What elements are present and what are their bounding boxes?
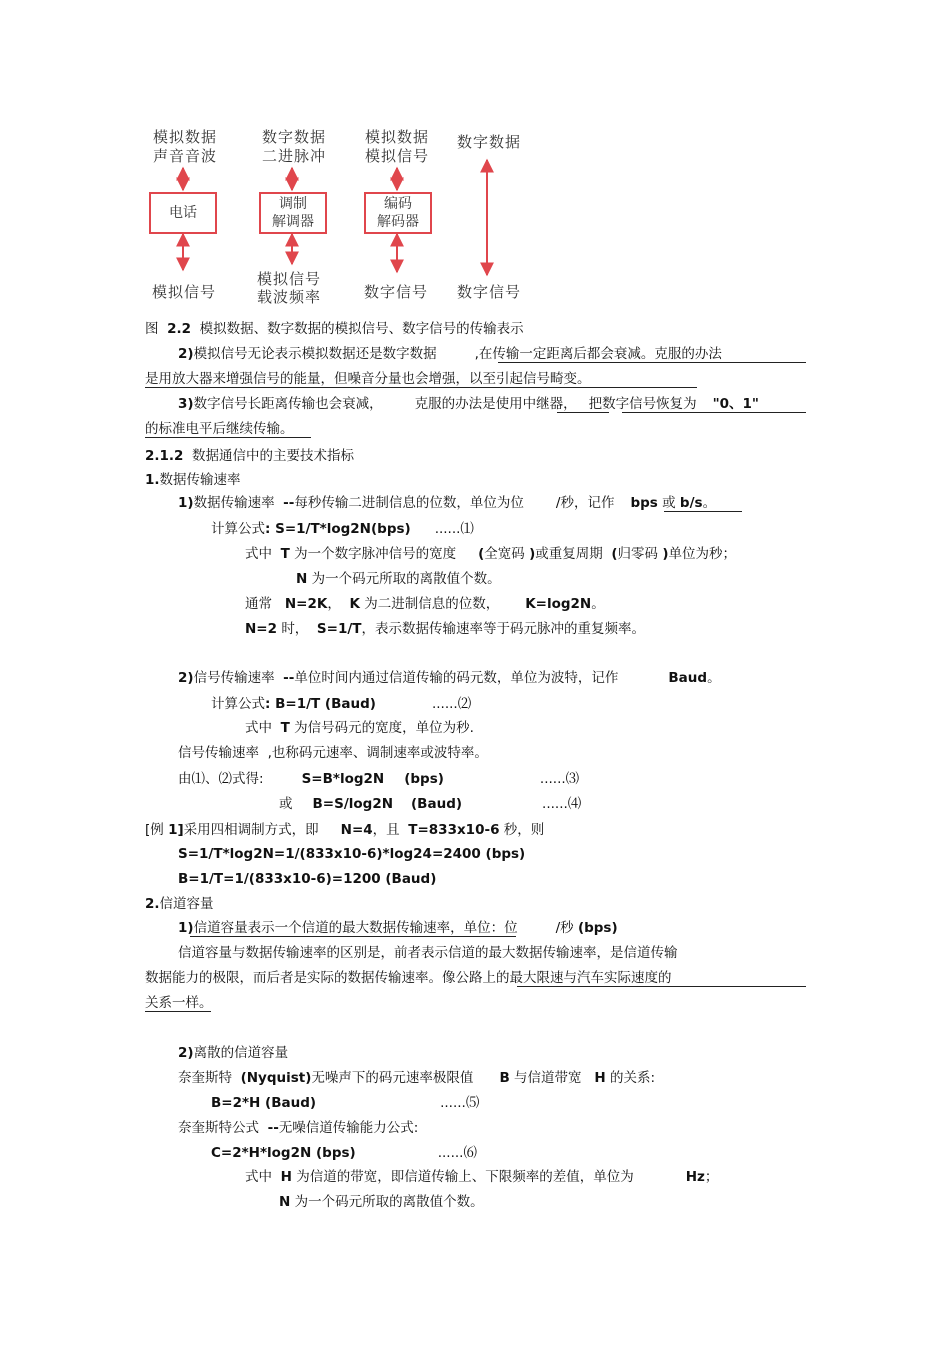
- underline: [517, 986, 806, 987]
- codec-box-label-1: 编码: [384, 196, 412, 212]
- subsection-heading-2: 2.信道容量: [145, 896, 214, 912]
- paragraph-2-line-1: 2)模拟信号无论表示模拟数据还是数字数据 ,在传输一定距离后都会衰减。克服的办法: [178, 346, 722, 362]
- usually-line: 通常 N=2K， K 为二进制信息的位数， K=log2N。: [245, 596, 605, 612]
- paragraph-3-line-2: 的标准电平后继续传输。: [145, 421, 294, 437]
- example-1-intro: [例 1]采用四相调制方式，即 N=4，且 T=833x10-6 秒，则: [145, 822, 545, 838]
- capacity-diff-line-1: 信道容量与数据传输速率的区别是，前者表示信道的最大数据传输速率，是信道传输: [178, 945, 678, 961]
- col4-bottom-label: 数字信号: [457, 283, 522, 301]
- modem-box-label-2: 解调器: [272, 214, 314, 230]
- underline: [145, 387, 697, 388]
- underline: [145, 1011, 211, 1012]
- phone-box-label: 电话: [169, 205, 197, 221]
- formula-2: 计算公式: B=1/T (Baud) ......⑵: [211, 696, 472, 712]
- col2-top-label-2: 二进脉冲: [262, 147, 327, 165]
- formula-1: 计算公式: S=1/T*log2N(bps) ......⑴: [211, 521, 474, 537]
- underline: [557, 412, 609, 413]
- example-1-line-2: B=1/T=1/(833x10-6)=1200 (Baud): [178, 871, 437, 887]
- col1-bottom-label: 模拟信号: [152, 283, 217, 301]
- signal-rate-definition: 2)信号传输速率 --单位时间内通过信道传输的码元数，单位为波特，记作 Baud。: [178, 670, 721, 686]
- col1-top-label-2: 声音音波: [153, 147, 218, 165]
- figure-arrows: [0, 0, 950, 320]
- nyquist-line: 奈奎斯特 (Nyquist)无噪声下的码元速率极限值 B 与信道带宽 H 的关系:: [178, 1070, 656, 1086]
- col2-bottom-label-1: 模拟信号: [257, 270, 322, 288]
- discrete-capacity-heading: 2)离散的信道容量: [178, 1045, 289, 1061]
- modem-box-label-1: 调制: [279, 196, 307, 212]
- subsection-heading-1: 1.数据传输速率: [145, 472, 241, 488]
- underline: [664, 511, 742, 512]
- modem-box: [259, 192, 327, 234]
- where-line-5: N 为一个码元所取的离散值个数。: [279, 1194, 484, 1210]
- formula-5: B=2*H (Baud) ......⑸: [211, 1095, 480, 1111]
- where-line-3: 式中 T 为信号码元的宽度，单位为秒.: [245, 720, 474, 736]
- col3-top-label-2: 模拟信号: [365, 147, 430, 165]
- codec-box: [364, 192, 432, 234]
- channel-capacity-definition: 1)信道容量表示一个信道的最大数据传输速率，单位：位 /秒 (bps): [178, 920, 618, 936]
- data-rate-definition: 1)数据传输速率 --每秒传输二进制信息的位数，单位为位 /秒，记作 bps 或 b/s。: [178, 495, 717, 511]
- where-line-4: 式中 H 为信道的带宽，即信道传输上、下限频率的差值，单位为 Hz；: [245, 1169, 719, 1185]
- underline: [622, 412, 806, 413]
- underline: [190, 936, 516, 937]
- col3-bottom-label: 数字信号: [364, 283, 429, 301]
- where-line-2: N 为一个码元所取的离散值个数。: [296, 571, 501, 587]
- n2-line: N=2 时， S=1/T，表示数据传输速率等于码元脉冲的重复频率。: [245, 621, 645, 637]
- formula-3: 由⑴、⑵式得: S=B*log2N (bps) ......⑶: [178, 771, 580, 787]
- underline: [145, 437, 311, 438]
- section-heading-2-1-2: 2.1.2 数据通信中的主要技术指标: [145, 448, 355, 464]
- nyquist-formula-heading: 奈奎斯特公式 --无噪信道传输能力公式:: [178, 1120, 419, 1136]
- paragraph-2-line-2: 是用放大器来增强信号的能量，但噪音分量也会增强，以至引起信号畸变。: [145, 371, 591, 387]
- signal-rate-alias: 信号传输速率 ,也称码元速率、调制速率或波特率。: [178, 745, 488, 761]
- capacity-diff-line-2: 数据能力的极限，而后者是实际的数据传输速率。像公路上的最大限速与汽车实际速度的: [145, 970, 672, 986]
- codec-box-label-2: 解码器: [377, 214, 419, 230]
- col2-bottom-label-2: 载波频率: [257, 288, 322, 306]
- figure-caption: 图 2.2 模拟数据、数字数据的模拟信号、数字信号的传输表示: [145, 321, 524, 337]
- col2-top-label-1: 数字数据: [262, 128, 327, 146]
- example-1-line-1: S=1/T*log2N=1/(833x10-6)*log24=2400 (bps): [178, 846, 526, 862]
- underline: [498, 362, 806, 363]
- paragraph-3-line-1: 3)数字信号长距离传输也会衰减， 克服的办法是使用中继器， 把数字信号恢复为 "0、1": [178, 396, 759, 412]
- where-line-1: 式中 T 为一个数字脉冲信号的宽度 (全宽码 )或重复周期 (归零码 )单位为秒；: [245, 546, 736, 562]
- formula-6: C=2*H*log2N (bps) ......⑹: [211, 1145, 477, 1161]
- col4-top-label: 数字数据: [457, 133, 522, 151]
- capacity-diff-line-3: 关系一样。: [145, 995, 213, 1011]
- formula-4: 或 B=S/log2N (Baud) ......⑷: [279, 796, 582, 812]
- col1-top-label-1: 模拟数据: [153, 128, 218, 146]
- col3-top-label-1: 模拟数据: [365, 128, 430, 146]
- phone-box: [149, 192, 217, 234]
